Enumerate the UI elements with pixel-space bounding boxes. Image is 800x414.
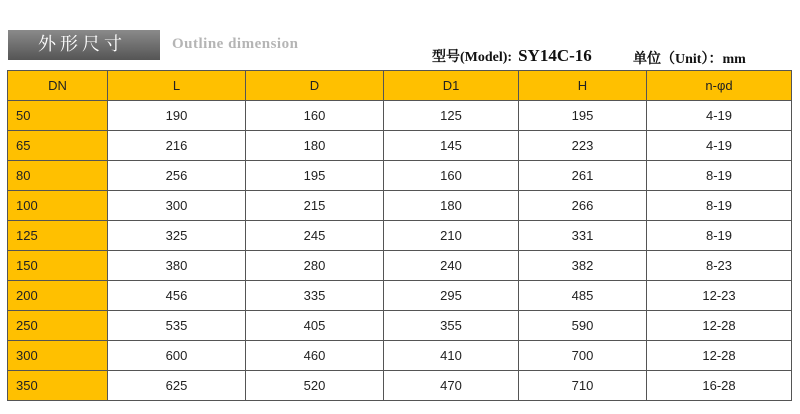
cell-l: 456 xyxy=(108,281,246,311)
model-label: 型号(Model): xyxy=(432,50,513,65)
cell-h: 223 xyxy=(519,131,647,161)
cell-holes: 16-28 xyxy=(647,371,792,401)
table-row xyxy=(8,371,792,401)
cell-d: 460 xyxy=(246,341,384,371)
table-header-row xyxy=(8,71,792,101)
cell-l: 216 xyxy=(108,131,246,161)
section-title-en: Outline dimension xyxy=(172,36,299,52)
cell-dn: 65 xyxy=(8,131,108,161)
cell-h: 590 xyxy=(519,311,647,341)
column-header-d: D xyxy=(246,71,384,101)
cell-d1: 160 xyxy=(384,161,519,191)
cell-dn: 50 xyxy=(8,101,108,131)
table-row xyxy=(8,101,792,131)
cell-holes: 12-23 xyxy=(647,281,792,311)
cell-dn: 350 xyxy=(8,371,108,401)
model-value: SY14C-16 xyxy=(518,46,592,65)
cell-l: 256 xyxy=(108,161,246,191)
cell-l: 190 xyxy=(108,101,246,131)
cell-d: 520 xyxy=(246,371,384,401)
cell-dn: 150 xyxy=(8,251,108,281)
table-row xyxy=(8,191,792,221)
cell-h: 700 xyxy=(519,341,647,371)
cell-d1: 240 xyxy=(384,251,519,281)
table-row xyxy=(8,311,792,341)
column-header-l: L xyxy=(108,71,246,101)
column-header-h: H xyxy=(519,71,647,101)
cell-d1: 295 xyxy=(384,281,519,311)
cell-h: 710 xyxy=(519,371,647,401)
column-header-d1: D1 xyxy=(384,71,519,101)
cell-d: 280 xyxy=(246,251,384,281)
cell-holes: 12-28 xyxy=(647,341,792,371)
cell-dn: 250 xyxy=(8,311,108,341)
cell-dn: 300 xyxy=(8,341,108,371)
cell-holes: 8-19 xyxy=(647,161,792,191)
cell-d: 180 xyxy=(246,131,384,161)
cell-h: 331 xyxy=(519,221,647,251)
cell-dn: 200 xyxy=(8,281,108,311)
table-row xyxy=(8,221,792,251)
dimension-table xyxy=(7,70,792,401)
cell-holes: 8-19 xyxy=(647,221,792,251)
cell-d1: 410 xyxy=(384,341,519,371)
table-body xyxy=(8,101,792,401)
cell-holes: 4-19 xyxy=(647,131,792,161)
cell-l: 325 xyxy=(108,221,246,251)
table-row xyxy=(8,131,792,161)
cell-h: 261 xyxy=(519,161,647,191)
column-header-dn: DN xyxy=(8,71,108,101)
cell-d: 405 xyxy=(246,311,384,341)
cell-d1: 145 xyxy=(384,131,519,161)
model-info xyxy=(432,46,592,66)
cell-d: 195 xyxy=(246,161,384,191)
table-row xyxy=(8,251,792,281)
cell-l: 300 xyxy=(108,191,246,221)
cell-l: 625 xyxy=(108,371,246,401)
cell-holes: 8-19 xyxy=(647,191,792,221)
cell-d: 160 xyxy=(246,101,384,131)
cell-l: 535 xyxy=(108,311,246,341)
cell-h: 266 xyxy=(519,191,647,221)
cell-h: 382 xyxy=(519,251,647,281)
table-row xyxy=(8,161,792,191)
cell-dn: 125 xyxy=(8,221,108,251)
unit-label: 单位（Unit）：mm xyxy=(633,52,746,67)
cell-l: 600 xyxy=(108,341,246,371)
cell-d1: 470 xyxy=(384,371,519,401)
cell-d: 245 xyxy=(246,221,384,251)
section-title-tab xyxy=(8,30,160,60)
cell-d: 215 xyxy=(246,191,384,221)
column-header-holes: n-φd xyxy=(647,71,792,101)
cell-l: 380 xyxy=(108,251,246,281)
cell-holes: 12-28 xyxy=(647,311,792,341)
cell-holes: 4-19 xyxy=(647,101,792,131)
cell-dn: 100 xyxy=(8,191,108,221)
table-row xyxy=(8,281,792,311)
cell-d1: 180 xyxy=(384,191,519,221)
cell-h: 485 xyxy=(519,281,647,311)
section-title-cn: 外形尺寸 xyxy=(38,34,126,55)
cell-d1: 125 xyxy=(384,101,519,131)
cell-d1: 355 xyxy=(384,311,519,341)
table-row xyxy=(8,341,792,371)
cell-dn: 80 xyxy=(8,161,108,191)
cell-d: 335 xyxy=(246,281,384,311)
cell-h: 195 xyxy=(519,101,647,131)
cell-holes: 8-23 xyxy=(647,251,792,281)
cell-d1: 210 xyxy=(384,221,519,251)
